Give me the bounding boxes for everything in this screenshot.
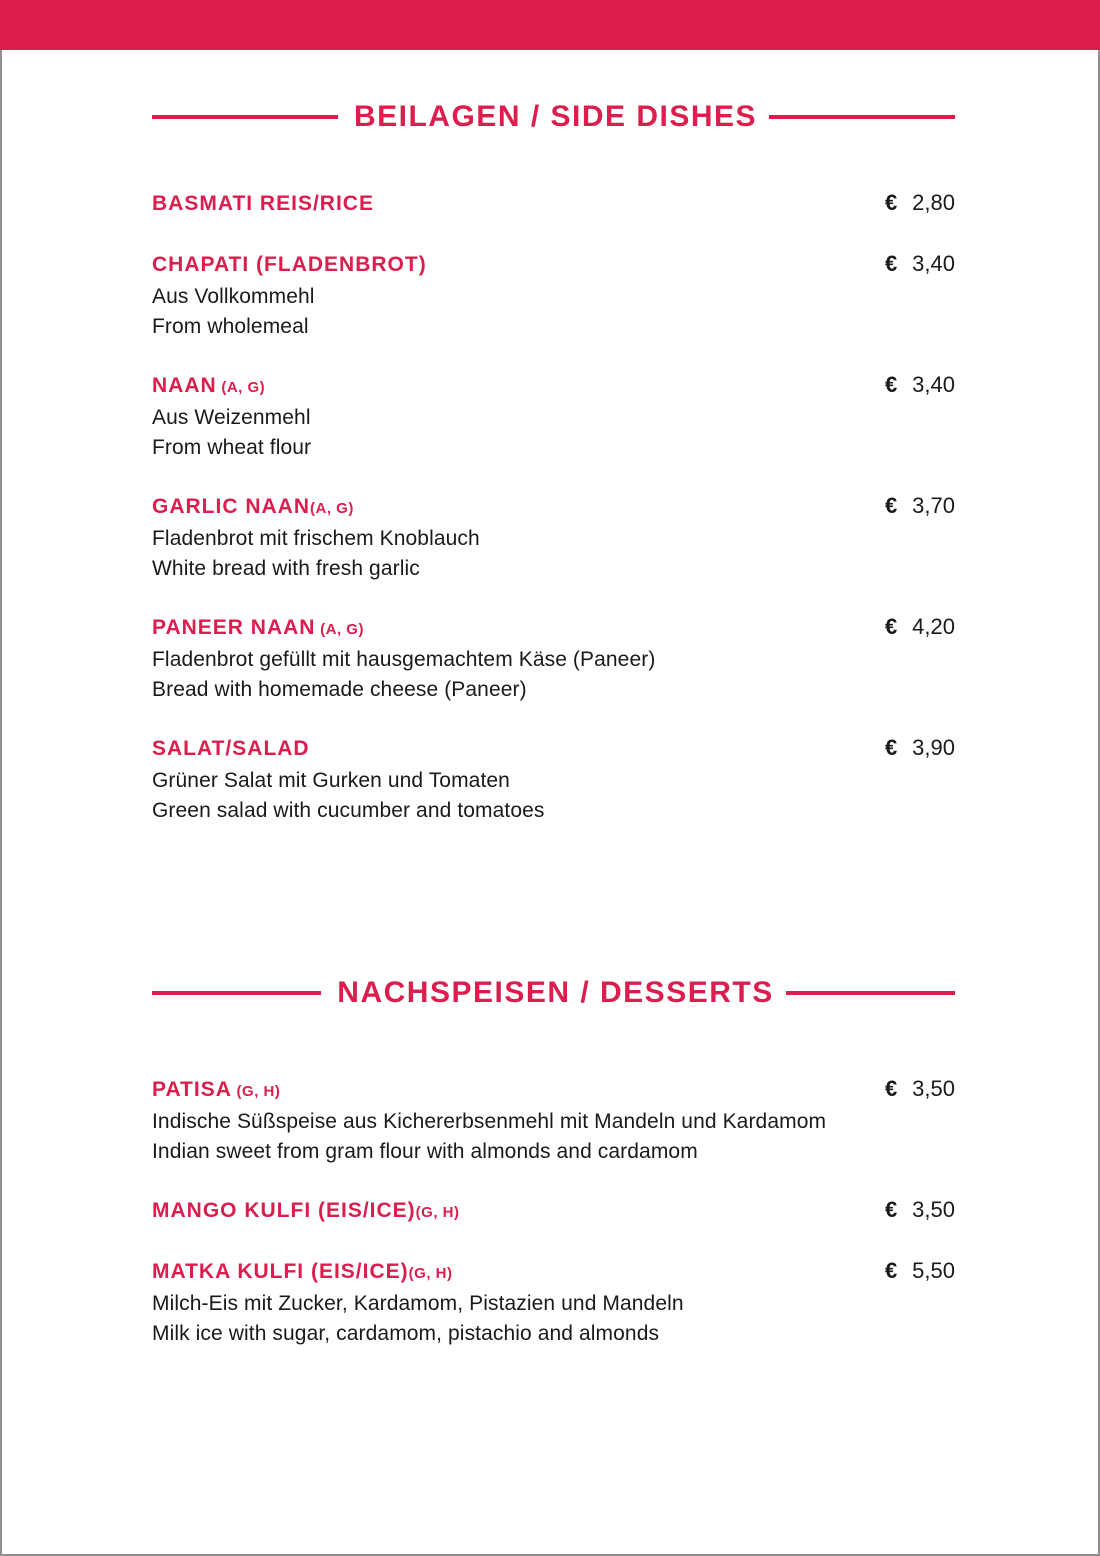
- price-value: 3,70: [912, 493, 955, 518]
- currency-symbol: €: [885, 1258, 898, 1283]
- item-allergens: (G, H): [231, 1083, 281, 1100]
- item-name: GARLIC NAAN: [152, 495, 310, 518]
- item-price: [885, 1195, 955, 1225]
- price-value: 3,90: [912, 735, 955, 760]
- item-price: [885, 491, 955, 521]
- item-price: [885, 1256, 955, 1286]
- section-title: BEILAGEN / SIDE DISHES: [353, 100, 758, 133]
- item-price: [885, 370, 955, 400]
- item-name: MANGO KULFI (EIS/ICE): [152, 1199, 416, 1222]
- currency-symbol: €: [885, 614, 898, 639]
- item-allergens: (A, G): [310, 500, 354, 517]
- item-price: [885, 733, 955, 763]
- menu-item-mango-kulfi: [152, 1195, 955, 1228]
- item-price: [885, 1074, 955, 1104]
- section-side-dishes: [152, 98, 955, 826]
- item-desc-en: White bread with fresh garlic: [152, 557, 420, 580]
- item-row: [152, 1074, 955, 1107]
- item-desc-de: Grüner Salat mit Gurken und Tomaten: [152, 769, 510, 792]
- menu-item-chapati: [152, 249, 955, 342]
- item-name: SALAT/SALAD: [152, 737, 310, 760]
- item-desc-en: Milk ice with sugar, cardamom, pistachio and almonds: [152, 1322, 660, 1345]
- item-desc-de: Milch-Eis mit Zucker, Kardamom, Pistazien und Mandeln: [152, 1292, 684, 1315]
- menu-item-naan: [152, 370, 955, 463]
- rule-right: [786, 991, 955, 995]
- menu-item-matka-kulfi: [152, 1256, 955, 1349]
- menu-item-garlic-naan: [152, 491, 955, 584]
- item-name: PANEER NAAN: [152, 616, 316, 639]
- currency-symbol: €: [885, 1076, 898, 1101]
- item-desc-en: Bread with homemade cheese (Paneer): [152, 678, 527, 701]
- item-price: [885, 612, 955, 642]
- currency-symbol: €: [885, 372, 898, 397]
- currency-symbol: €: [885, 1197, 898, 1222]
- item-name: NAAN: [152, 374, 217, 397]
- item-allergens: (G, H): [408, 1265, 453, 1282]
- item-desc-en: From wheat flour: [152, 436, 312, 459]
- item-name: MATKA KULFI (EIS/ICE): [152, 1260, 409, 1283]
- price-value: 3,40: [912, 251, 955, 276]
- item-row: [152, 612, 955, 645]
- section-header: [152, 974, 955, 1012]
- section-header: [152, 98, 955, 136]
- item-name: CHAPATI (FLADENBROT): [152, 253, 427, 276]
- menu-item-patisa: [152, 1074, 955, 1167]
- item-allergens: (A, G): [216, 379, 266, 396]
- item-name: PATISA: [152, 1078, 232, 1101]
- currency-symbol: €: [885, 190, 898, 215]
- rule-left: [152, 115, 338, 119]
- currency-symbol: €: [885, 251, 898, 276]
- price-value: 3,50: [912, 1197, 955, 1222]
- top-accent-bar: [0, 0, 1100, 50]
- item-row: [152, 733, 955, 766]
- price-value: 3,50: [912, 1076, 955, 1101]
- item-row: [152, 491, 955, 524]
- item-row: [152, 1195, 955, 1228]
- item-desc-de: Aus Vollkommehl: [152, 285, 315, 308]
- menu-item-basmati: [152, 188, 955, 221]
- item-price: [885, 188, 955, 218]
- item-name: BASMATI REIS/RICE: [152, 192, 374, 215]
- item-price: [885, 249, 955, 279]
- rule-right: [769, 115, 955, 119]
- item-desc-en: Indian sweet from gram flour with almonds and cardamom: [152, 1140, 698, 1163]
- price-value: 2,80: [912, 190, 955, 215]
- item-allergens: (G, H): [415, 1204, 460, 1221]
- currency-symbol: €: [885, 493, 898, 518]
- rule-left: [152, 991, 321, 995]
- menu-item-paneer-naan: [152, 612, 955, 705]
- menu-content: [0, 98, 1100, 1349]
- item-row: [152, 370, 955, 403]
- menu-item-salat: [152, 733, 955, 826]
- section-title: NACHSPEISEN / DESSERTS: [337, 976, 774, 1009]
- item-row: [152, 249, 955, 282]
- item-desc-de: Aus Weizenmehl: [152, 406, 311, 429]
- price-value: 3,40: [912, 372, 955, 397]
- item-row: [152, 188, 955, 221]
- item-desc-de: Fladenbrot mit frischem Knoblauch: [152, 527, 480, 550]
- section-desserts: [152, 974, 955, 1349]
- item-desc-en: Green salad with cucumber and tomatoes: [152, 799, 545, 822]
- currency-symbol: €: [885, 735, 898, 760]
- item-desc-de: Fladenbrot gefüllt mit hausgemachtem Käse (Paneer): [152, 648, 656, 671]
- item-desc-de: Indische Süßspeise aus Kichererbsenmehl mit Mandeln und Kardamom: [152, 1110, 827, 1133]
- item-allergens: (A, G): [315, 621, 364, 638]
- price-value: 5,50: [912, 1258, 955, 1283]
- item-row: [152, 1256, 955, 1289]
- item-desc-en: From wholemeal: [152, 315, 309, 338]
- price-value: 4,20: [912, 614, 955, 639]
